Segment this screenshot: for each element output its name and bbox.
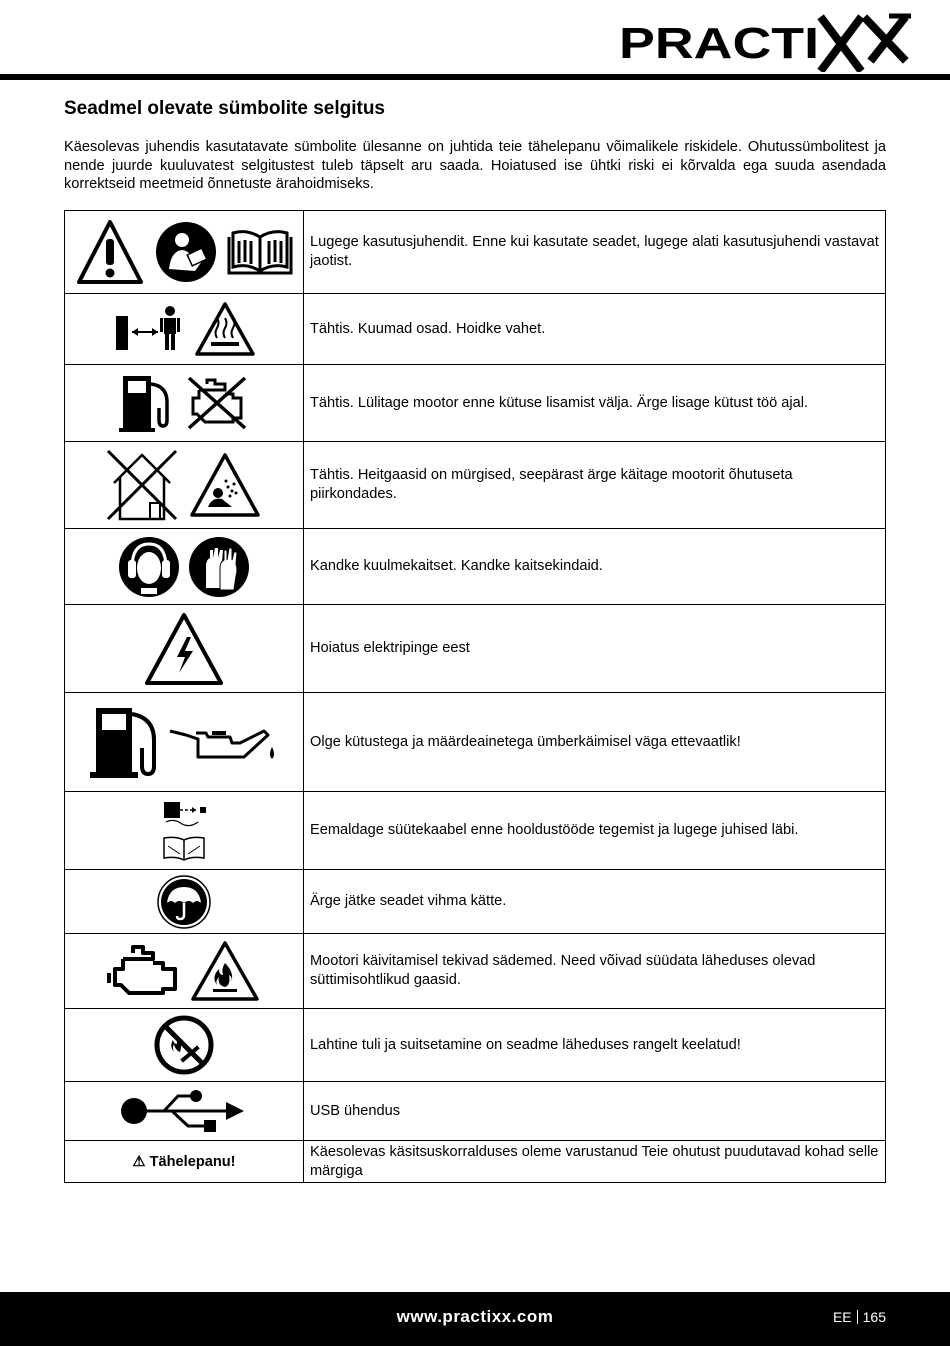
table-row — [65, 934, 886, 1009]
table-row — [65, 211, 886, 294]
symbol-description: Lugege kasutusjuhendit. Enne kui kasutate seadet, lugege alati kasutusjuhendi vastavat jaotist. — [304, 211, 886, 294]
symbol-description: Mootori käivitamisel tekivad sädemed. Need võivad süüdata läheduses olevad süttimisohtlikud gaasid. — [304, 934, 886, 1009]
table-row — [65, 870, 886, 934]
page-title: Seadmel olevate sümbolite selgitus — [64, 98, 385, 119]
book-icon — [227, 227, 293, 277]
no-indoor-icon — [106, 447, 178, 523]
keep-distance-icon — [112, 304, 184, 354]
engine-off-icon — [185, 374, 249, 432]
notice-label: ⚠ Tähelepanu! — [65, 1141, 304, 1183]
symbols-table — [64, 210, 886, 1183]
warning-glyph-icon: ⚠ — [132, 1154, 146, 1170]
symbol-description: Olge kütustega ja määrdeainetega ümberkäimisel väga ettevaatlik! — [304, 693, 886, 792]
symbol-description: Tähtis. Lülitage mootor enne kütuse lisamist välja. Ärge lisage kütust töö ajal. — [304, 365, 886, 442]
notice-description: Käesolevas käsitsuskorralduses oleme varustanud Teie ohutust puudutavad kohad selle märgiga — [304, 1141, 886, 1183]
symbol-description: Kandke kuulmekaitset. Kandke kaitsekindaid. — [304, 529, 886, 605]
fuel-pump-icon — [119, 372, 175, 434]
usb-icon — [120, 1088, 248, 1134]
table-row — [65, 605, 886, 693]
symbol-description: USB ühendus — [304, 1082, 886, 1141]
intro-paragraph: Käesolevas juhendis kasutatavate sümbolite ülesanne on juhtida teie tähelepanu võimalikele riskidele. Ohutussümbolitest ja nende juurde kuuluvatest selgitustest tuleb täpselt aru saada. Hoiatused ise ühtki riski ei kõrvalda ega suuda asendada korrektseid meetmeid õnnetuste ärahoidmiseks. — [64, 139, 886, 193]
hot-surface-icon — [194, 300, 256, 358]
table-row — [65, 1082, 886, 1141]
practixx-logo — [619, 12, 914, 72]
table-row — [65, 792, 886, 870]
flammable-icon — [189, 939, 261, 1003]
table-row — [65, 1009, 886, 1082]
no-open-flame-icon — [153, 1014, 215, 1076]
engine-icon — [107, 943, 183, 999]
symbol-description: Tähtis. Kuumad osad. Hoidke vahet. — [304, 294, 886, 365]
header-rule — [0, 74, 950, 80]
footer-url[interactable]: www.practixx.com — [396, 1307, 554, 1326]
read-manual-icon — [155, 221, 217, 283]
spark-plug-manual-icon — [160, 798, 208, 864]
footer — [0, 1292, 950, 1346]
umbrella-icon — [157, 875, 211, 929]
symbol-description: Hoiatus elektripinge eest — [304, 605, 886, 693]
electric-hazard-icon — [143, 611, 225, 687]
table-row — [65, 693, 886, 792]
page-number: EE 165 — [832, 1309, 886, 1325]
svg-text:PRACTI: PRACTI — [619, 19, 819, 68]
table-row — [65, 442, 886, 529]
table-row — [65, 294, 886, 365]
gloves-icon — [188, 536, 250, 598]
oil-can-icon — [168, 717, 278, 767]
table-row — [65, 529, 886, 605]
symbol-description: Ärge jätke seadet vihma kätte. — [304, 870, 886, 934]
toxic-fumes-icon — [188, 451, 262, 519]
symbol-description: Tähtis. Heitgaasid on mürgised, seepärast ärge käitage mootorit õhutuseta piirkondades. — [304, 442, 886, 529]
warning-icon — [75, 217, 145, 287]
ear-protection-icon — [118, 536, 180, 598]
table-row — [65, 365, 886, 442]
table-row — [65, 1141, 886, 1183]
fuel-pump-icon — [90, 702, 162, 782]
symbol-description: Lahtine tuli ja suitsetamine on seadme läheduses rangelt keelatud! — [304, 1009, 886, 1082]
symbol-description: Eemaldage süütekaabel enne hooldustööde tegemist ja lugege juhised läbi. — [304, 792, 886, 870]
